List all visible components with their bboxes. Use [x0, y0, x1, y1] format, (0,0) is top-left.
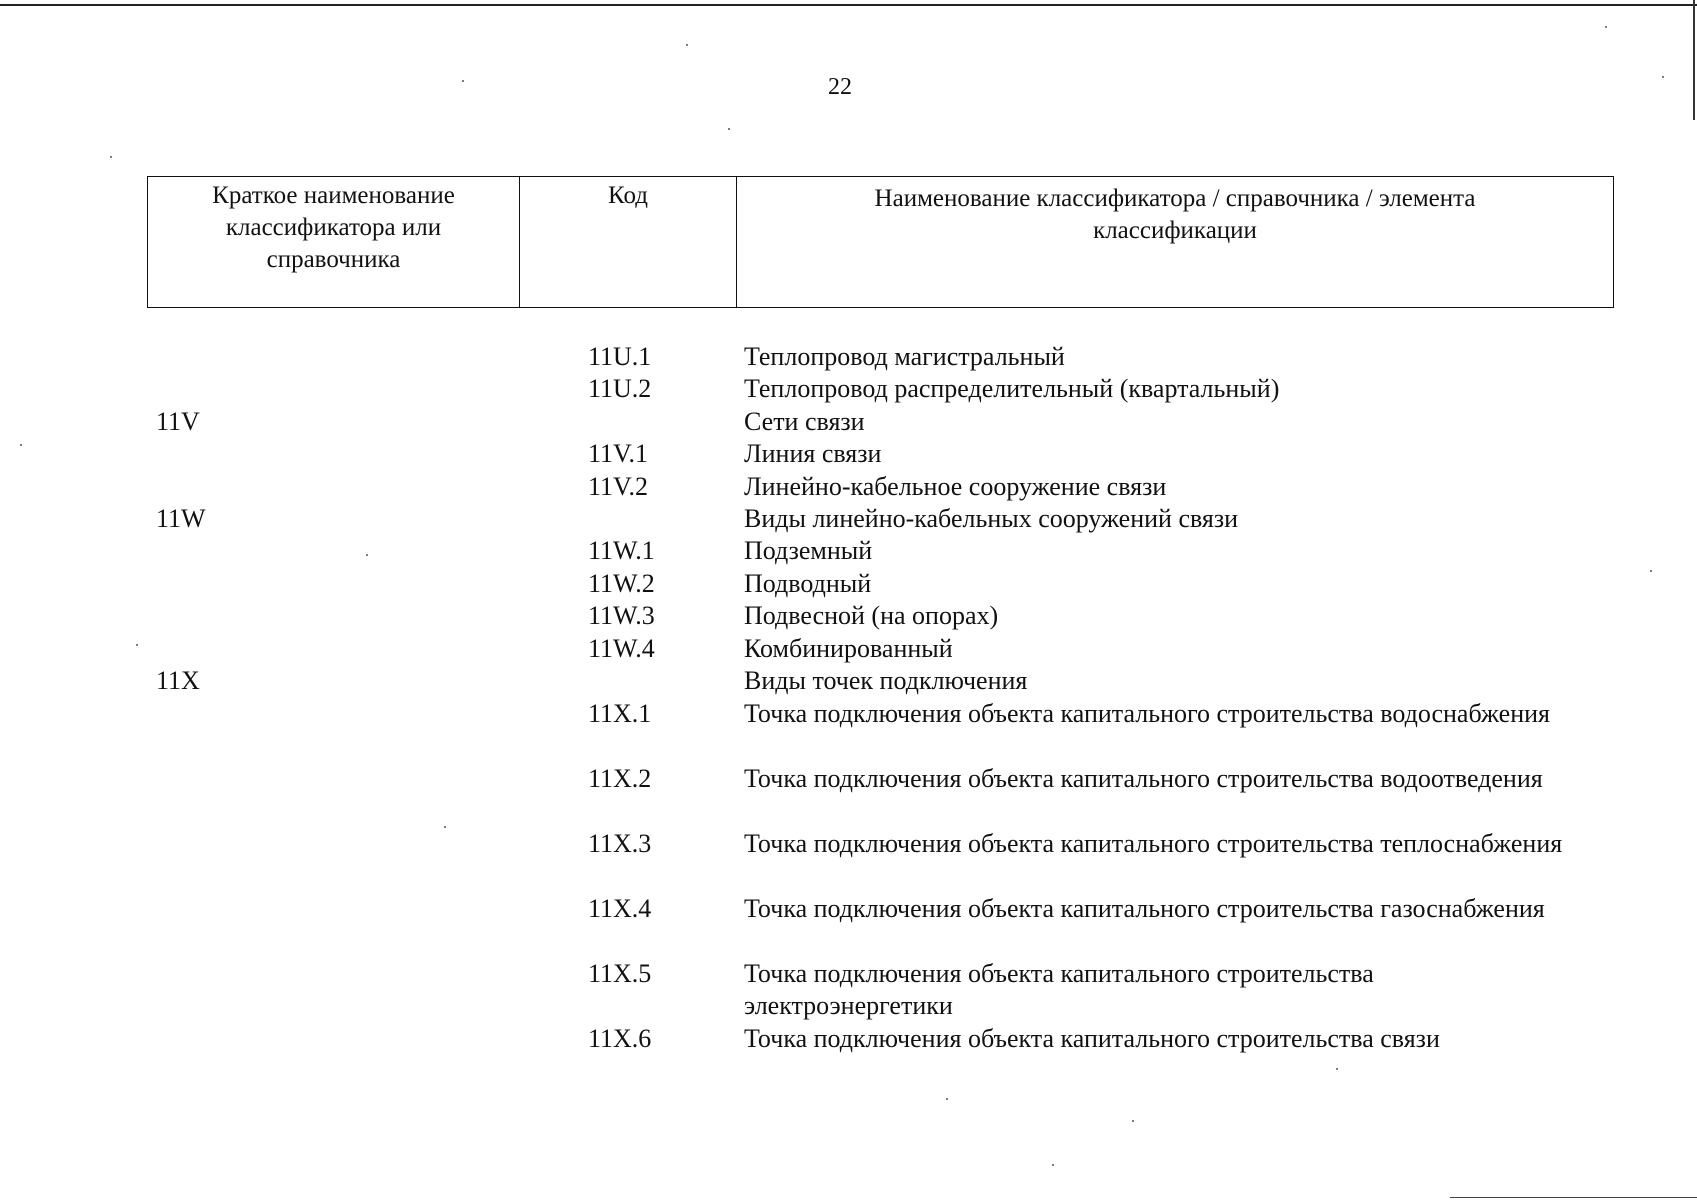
row-name: Подвесной (на опорах) [744, 601, 999, 630]
row-short-name: 11X [156, 666, 200, 695]
row-code: 11W.1 [588, 536, 655, 565]
row-code: 11W.3 [588, 601, 655, 630]
row-code: 11V.2 [588, 472, 648, 501]
row-code: 11X.6 [588, 1024, 652, 1053]
row-name: Точка подключения объекта капитального строительства связи [744, 1024, 1440, 1053]
row-code: 11X.5 [588, 959, 652, 988]
row-name: Подводный [744, 569, 872, 598]
row-code: 11V.1 [588, 439, 648, 468]
row-name: Теплопровод распределительный (квартальный) [744, 374, 1280, 403]
row-name: Теплопровод магистральный [744, 342, 1065, 371]
header-short-name: Краткое наименование классификатора или справочника [148, 177, 520, 307]
row-name: Точка подключения объекта капитального строительства водоснабжения [744, 699, 1550, 728]
row-short-name: 11V [156, 407, 200, 436]
row-code: 11X.1 [588, 699, 652, 728]
row-name: Точка подключения объекта капитального строительства газоснабжения [744, 894, 1545, 923]
header-code: Код [520, 177, 737, 307]
row-name: Комбинированный [744, 634, 953, 663]
row-name: Точка подключения объекта капитального строительства теплоснабжения [744, 829, 1563, 858]
row-name: Виды точек подключения [744, 666, 1028, 695]
row-code: 11X.2 [588, 764, 652, 793]
row-code: 11U.1 [588, 342, 652, 371]
row-name: Сети связи [744, 407, 865, 436]
row-name: Подземный [744, 536, 873, 565]
row-name: Точка подключения объекта капитального строительства водоотведения [744, 764, 1543, 793]
row-code: 11X.3 [588, 829, 652, 858]
row-name: Виды линейно-кабельных сооружений связи [744, 504, 1239, 533]
row-name: Линейно-кабельное сооружение связи [744, 472, 1167, 501]
row-code: 11U.2 [588, 374, 652, 403]
row-name: Точка подключения объекта капитального строительства электроэнергетики [744, 959, 1374, 1021]
row-name: Линия связи [744, 439, 882, 468]
row-code: 11X.4 [588, 894, 652, 923]
row-code: 11W.2 [588, 569, 655, 598]
row-code: 11W.4 [588, 634, 655, 663]
row-short-name: 11W [156, 504, 206, 533]
header-name: Наименование классификатора / справочника / элемента классификации [874, 185, 1476, 244]
page-number: 22 [828, 74, 852, 100]
